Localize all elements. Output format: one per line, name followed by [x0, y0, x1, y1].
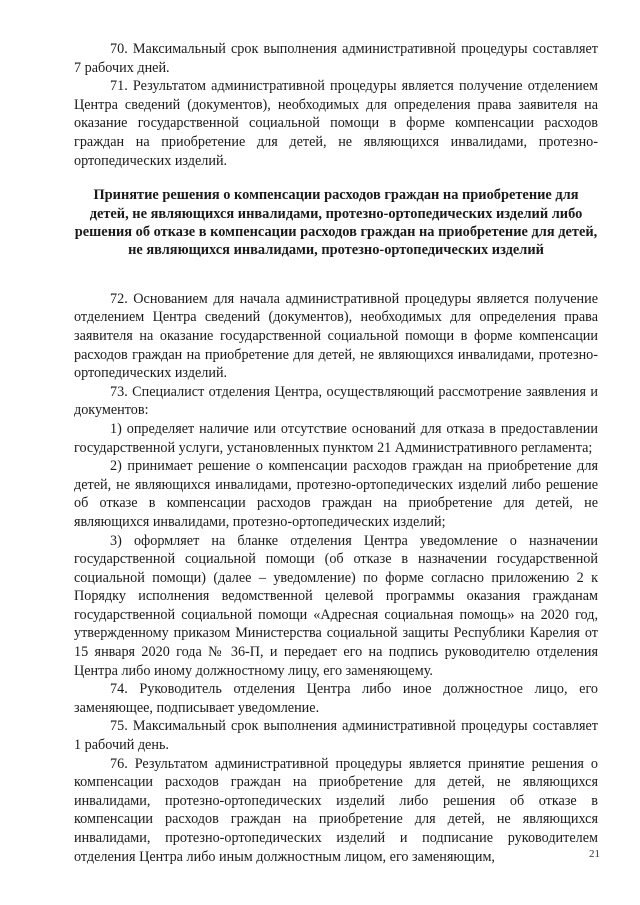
list-item-1: 1) определяет наличие или отсутствие оснований для отказа в предоставлении государственной услуги, установленных пунктом 21 Административного регламента;	[74, 420, 598, 456]
paragraph-74: 74. Руководитель отделения Центра либо иное должностное лицо, его заменяющее, подписывает уведомление.	[74, 681, 598, 716]
page-number: 21	[589, 848, 600, 860]
paragraph-71: 71. Результатом административной процедуры является получение отделением Центра сведений (документов), необходимых для определения права заявителя на оказание государственной социальной помощи в форме компенсации расходов граждан на приобретение для детей, не являющихся инвалидами, протезно-ортопедических изделий.	[74, 78, 598, 169]
paragraph-76: 76. Результатом административной процедуры является принятие решения о компенсации расходов граждан на приобретение для детей, не являющихся инвалидами, протезно-ортопедических изделий либо решения об отказе в компенсации расходов граждан на приобретение для детей, не являющихся инвалидами, протезно-ортопедических изделий и подписание руководителем отделения Центра либо иным должностным лицом, его заменяющим,	[74, 755, 598, 865]
paragraph-70: 70. Максимальный срок выполнения административной процедуры составляет 7 рабочих дней.	[74, 41, 598, 76]
paragraph-73: 73. Специалист отделения Центра, осуществляющий рассмотрение заявления и документов:	[74, 383, 598, 419]
paragraph-72: 72. Основанием для начала административной процедуры является получение отделением Центра сведений (документов), необходимых для определения права заявителя на оказание государственной социальной помощи в форме компенсации расходов граждан на приобретение для детей, не являющихся инвалидами, протезно-ортопедических изделий.	[74, 290, 598, 382]
list-item-2: 2) принимает решение о компенсации расходов граждан на приобретение для детей, не являющихся инвалидами, протезно-ортопедических изделий либо решение об отказе в компенсации расходов граждан на приобретение для детей, не являющихся инвалидами, протезно-ортопедических изделий;	[74, 458, 598, 530]
section-heading: Принятие решения о компенсации расходов граждан на приобретение для детей, не являющихся инвалидами, протезно-ортопедических изделий либо решения об отказе в компенсации расходов граждан на приобретение для детей, не являющихся инвалидами, протезно-ортопедических изделий	[74, 187, 598, 259]
document-page	[74, 40, 598, 866]
paragraph-75: 75. Максимальный срок выполнения административной процедуры составляет 1 рабочий день.	[74, 718, 598, 754]
list-item-3: 3) оформляет на бланке отделения Центра уведомление о назначении государственной социальной помощи (об отказе в назначении государственной социальной помощи) (далее – уведомление) по форме согласно приложению 2 к Порядку исполнения ведомственной целевой программы оказания гражданам государственной социальной помощи «Адресная социальная помощь» на 2020 год, утвержденному приказом Министерства социальной защиты Республики Карелия от 15 января 2020 года № 36-П, и передает его на подпись руководителю отделения Центра либо иному должностному лицу, его заменяющему.	[74, 532, 598, 679]
